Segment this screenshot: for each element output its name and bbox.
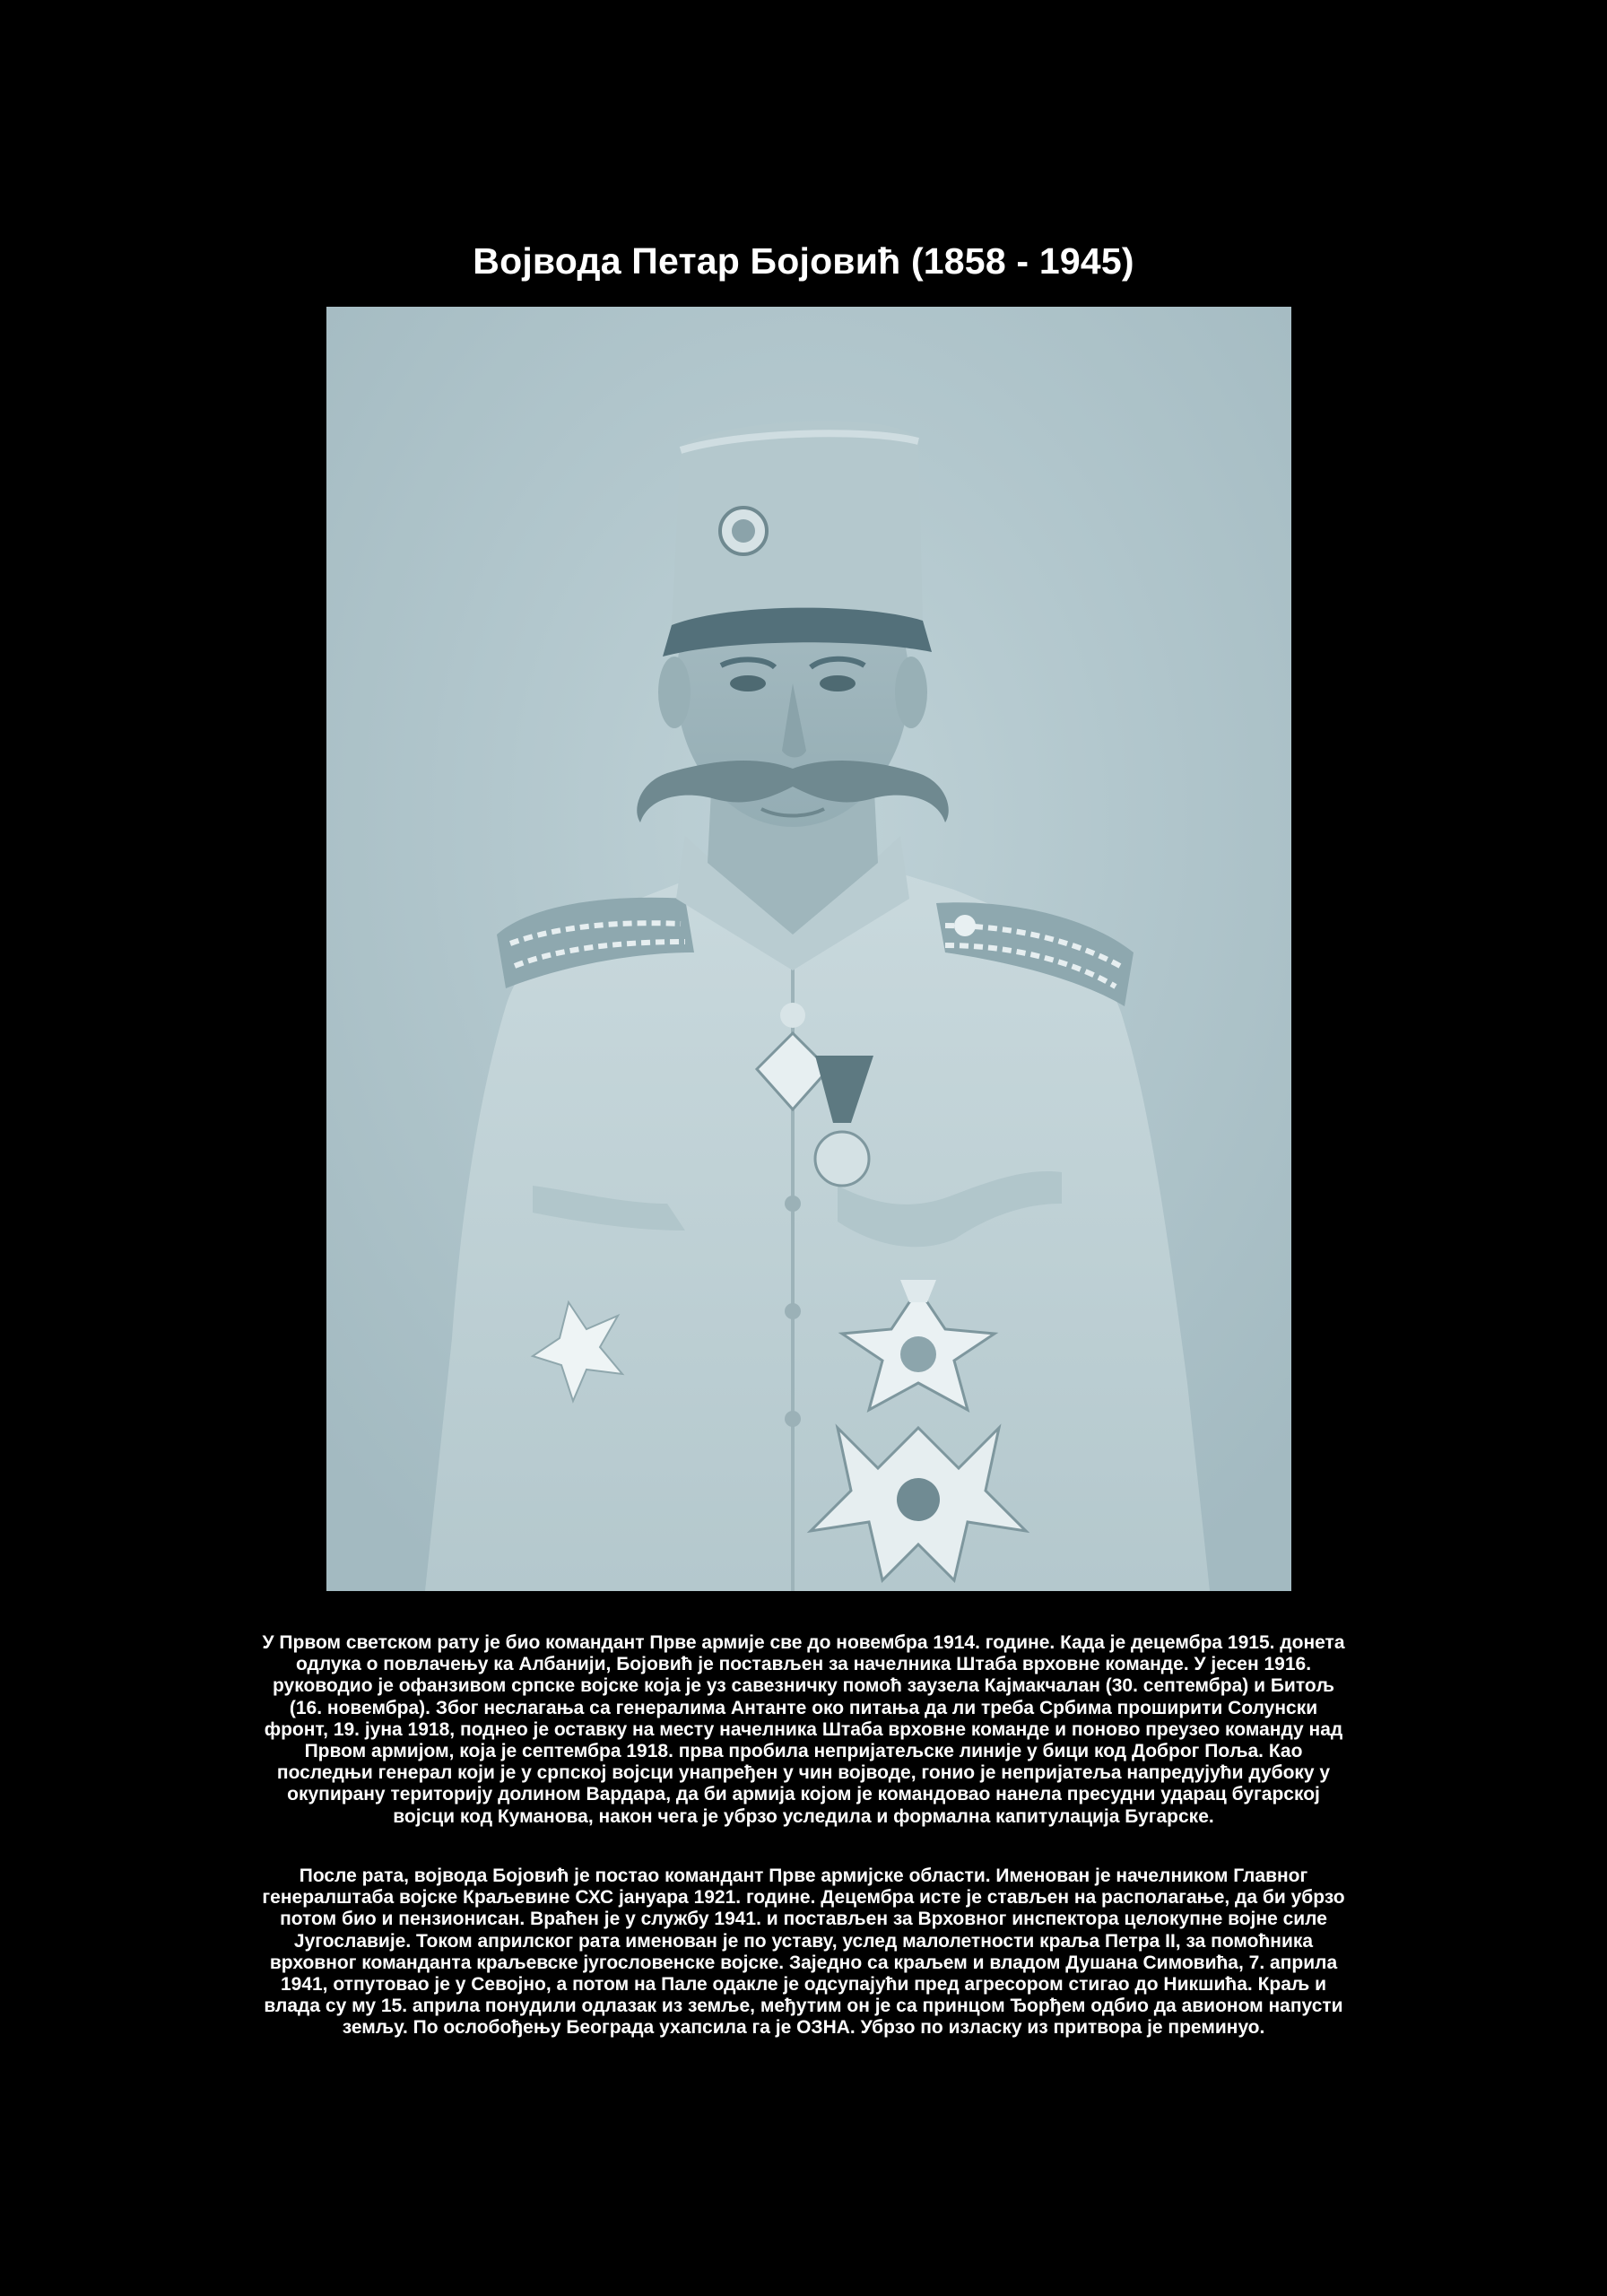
biography-paragraph-2: После рата, војвода Бојовић је постао командант Прве армијске области. Именован је начелником Главног генералштаба војске Краљевине СХС јануара 1921. године. Децембра исте је стављен на располагање, да би убрзо потом био и пензионисан. Враћен је у службу 1941. и постављен за Врховног инспектора целокупне војне силе Југославије. Током априлског рата именован је по уставу, услед малолетности краља Петра II, за помоћника врховног команданта краљевске југословенске војске. Заједно са краљем и владом Душана Симовића, 7. априла 1941, отпутовао је у Севојно, а потом на Пале одакле је одсупајући пред агресором стигао до Никшића. Краљ и влада су му 15. априла понудили одлазак из земље, међутим он је са принцом Ђорђем одбио да авионом напусти земљу. По ослобођењу Београда ухапсила га је ОЗНА. Убрзо по изласку из притвора је преминуо. xyxy=(262,1866,1345,2039)
biography-paragraph-1: У Првом светском рату је био командант Прве армије све до новембра 1914. године. Када је децембра 1915. донета одлука о повлачењу ка Албанији, Бојовић је постављен за начелника Штаба врховне команде. У јесен 1916. руководио је офанзивом српске војске која је уз савезничку помоћ заузела Кајмакчалан (30. септембра) и Битољ (16. новембра). Због неслагања са генералима Антанте око питања да ли треба Србима проширити Солунски фронт, 19. јуна 1918, поднео је оставку на месту начелника Штаба врховне команде и поново преузео команду над Првом армијом, која је септембра 1918. прва пробила непријатељске линије у бици код Доброг Поља. Као последњи генерал који је у српској војсци унапређен у чин војводе, гонио је непријатеља напредујући дубоку у окупирану територију долином Вардара, да би армија којом је командовао нанела пресудни ударац бугарској војсци код Куманова, након чега је убрзо уследила и формална капитулација Бугарске. xyxy=(262,1632,1345,1827)
portrait-photo xyxy=(326,307,1291,1591)
page-title: Војвода Петар Бојовић (1858 - 1945) xyxy=(473,240,1134,283)
